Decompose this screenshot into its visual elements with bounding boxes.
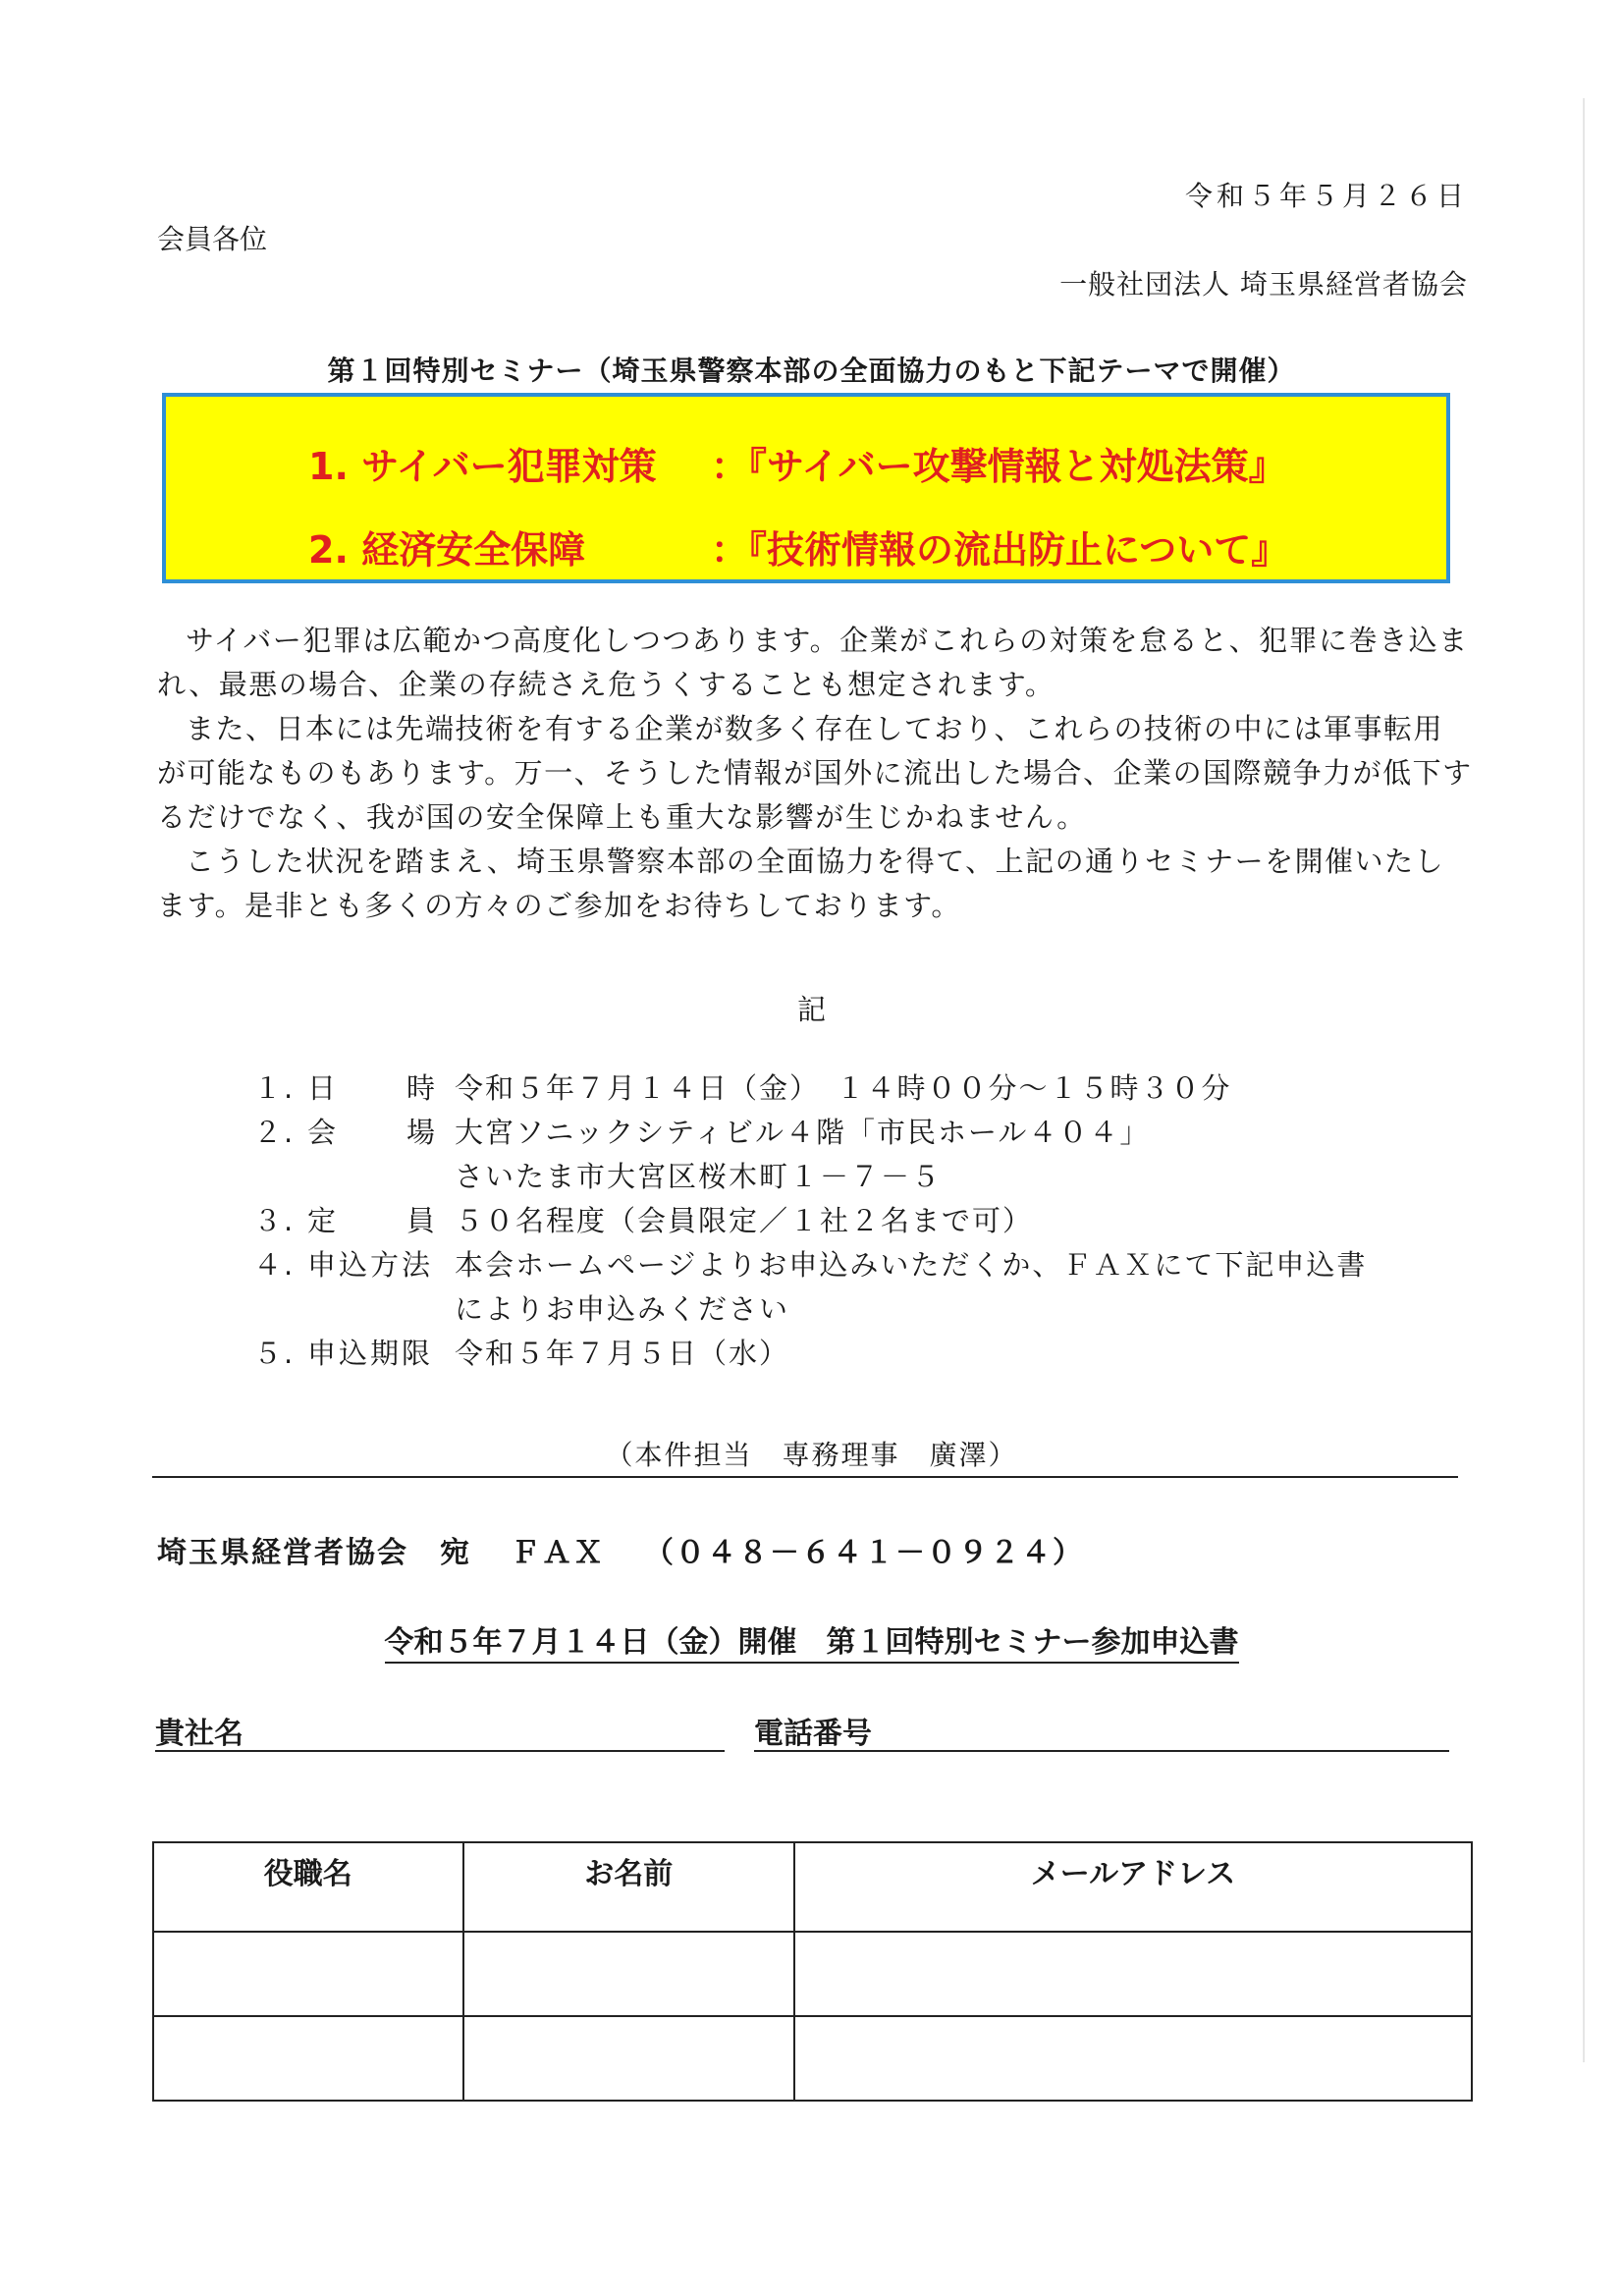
detail-value: によりお申込みください <box>455 1292 790 1326</box>
body-text <box>157 619 1473 928</box>
details-list <box>253 1066 1367 1376</box>
recipient: 会員各位 <box>157 223 268 255</box>
detail-value: さいたま市大宮区桜木町１－７－５ <box>455 1160 943 1193</box>
detail-label: 申込方法 <box>307 1248 434 1282</box>
section-divider <box>152 1476 1458 1478</box>
label-char: 時 <box>406 1071 435 1105</box>
detail-value: 本会ホームページよりお申込みいただくか、ＦＡＸにて下記申込書 <box>455 1248 1368 1282</box>
name-cell[interactable] <box>463 1932 795 2016</box>
body-paragraph: また、日本には先端技術を有する企業が数多く存在しており、これらの技術の中には軍事転用が可能なものもあります。万一、そうした情報が国外に流出した場合、企業の国際競争力が低下するだけでなく、我が国の安全保障上も重大な影響が生じかねません。 <box>157 712 1473 834</box>
detail-number: ５. <box>253 1337 296 1370</box>
fax-label: ＦＡＸ <box>511 1536 605 1570</box>
label-char: 場 <box>406 1116 435 1149</box>
fax-number: （０４８－６４１－０９２４） <box>644 1536 1084 1570</box>
detail-value: 令和５年７月５日（水） <box>455 1337 790 1370</box>
detail-value: 大宮ソニックシティビル４階「市民ホール４０４」 <box>455 1116 1151 1149</box>
fax-line <box>157 1528 1084 1571</box>
phone-number-label: 電話番号 <box>754 1717 872 1751</box>
detail-label: 申込期限 <box>307 1337 434 1370</box>
theme-box <box>162 393 1450 583</box>
phone-number-field[interactable] <box>754 1709 1449 1752</box>
detail-row-venue <box>253 1111 1367 1155</box>
label-char: 日 <box>307 1071 337 1105</box>
detail-row-application-method <box>253 1243 1367 1287</box>
email-cell[interactable] <box>794 2016 1472 2101</box>
detail-row-application-method-cont <box>253 1287 1367 1332</box>
form-title <box>0 1617 1623 1661</box>
detail-row-venue-address <box>253 1155 1367 1199</box>
detail-number: ３. <box>253 1204 296 1237</box>
body-paragraph: こうした状況を踏まえ、埼玉県警察本部の全面協力を得て、上記の通りセミナーを開催いたします。是非とも多くの方々のご参加をお待ちしております。 <box>157 845 1445 922</box>
detail-number: ４. <box>253 1248 296 1282</box>
body-paragraph: サイバー犯罪は広範かつ高度化しつつあります。企業がこれらの対策を怠ると、犯罪に巻き込まれ、最悪の場合、企業の存続さえ危うくすることも想定されます。 <box>157 624 1469 701</box>
table-row <box>153 2016 1472 2101</box>
detail-value: ５０名程度（会員限定／１社２名まで可） <box>455 1204 1034 1237</box>
theme-category: 1. サイバー犯罪対策 <box>308 445 657 488</box>
form-title-text: 令和５年７月１４日（金）開催 第１回特別セミナー参加申込書 <box>385 1625 1239 1664</box>
detail-label <box>307 1199 435 1243</box>
theme-topic: ：『サイバー攻撃情報と対処法策』 <box>711 445 1286 488</box>
organization-name: 一般社団法人 埼玉県経営者協会 <box>1059 268 1468 301</box>
label-char: 定 <box>307 1204 337 1237</box>
document-date: 令和５年５月２６日 <box>1184 180 1468 212</box>
title-cell[interactable] <box>153 2016 463 2101</box>
label-char: 会 <box>307 1116 337 1149</box>
scan-edge-mark <box>1583 98 1585 2062</box>
detail-row-deadline <box>253 1332 1367 1376</box>
theme-row <box>308 436 1286 490</box>
name-cell[interactable] <box>463 2016 795 2101</box>
detail-number: １. <box>253 1071 296 1105</box>
detail-label <box>307 1066 435 1111</box>
ki-heading: 記 <box>796 993 826 1026</box>
detail-value: 令和５年７月１４日（金） １４時００分～１５時３０分 <box>455 1071 1232 1105</box>
column-header-title: 役職名 <box>153 1842 463 1932</box>
company-name-field[interactable] <box>155 1709 725 1752</box>
theme-topic: ：『技術情報の流出防止について』 <box>711 528 1289 572</box>
theme-category: 2. 経済安全保障 <box>308 528 586 572</box>
contact-person: （本件担当 専務理事 廣澤） <box>605 1439 1018 1471</box>
detail-row-capacity <box>253 1199 1367 1243</box>
label-char: 員 <box>406 1204 435 1237</box>
column-header-name: お名前 <box>463 1842 795 1932</box>
fax-recipient: 埼玉県経営者協会 宛 <box>157 1536 471 1570</box>
table-row <box>153 1932 1472 2016</box>
participant-table <box>152 1841 1473 2102</box>
column-header-email: メールアドレス <box>794 1842 1472 1932</box>
theme-row <box>308 519 1288 574</box>
table-header-row <box>153 1842 1472 1932</box>
detail-row-datetime <box>253 1066 1367 1111</box>
title-cell[interactable] <box>153 1932 463 2016</box>
email-cell[interactable] <box>794 1932 1472 2016</box>
detail-number: ２. <box>253 1116 296 1149</box>
company-name-label: 貴社名 <box>155 1717 243 1751</box>
detail-label <box>307 1111 435 1155</box>
seminar-title: 第１回特別セミナー（埼玉県警察本部の全面協力のもと下記テーマで開催） <box>327 355 1296 387</box>
